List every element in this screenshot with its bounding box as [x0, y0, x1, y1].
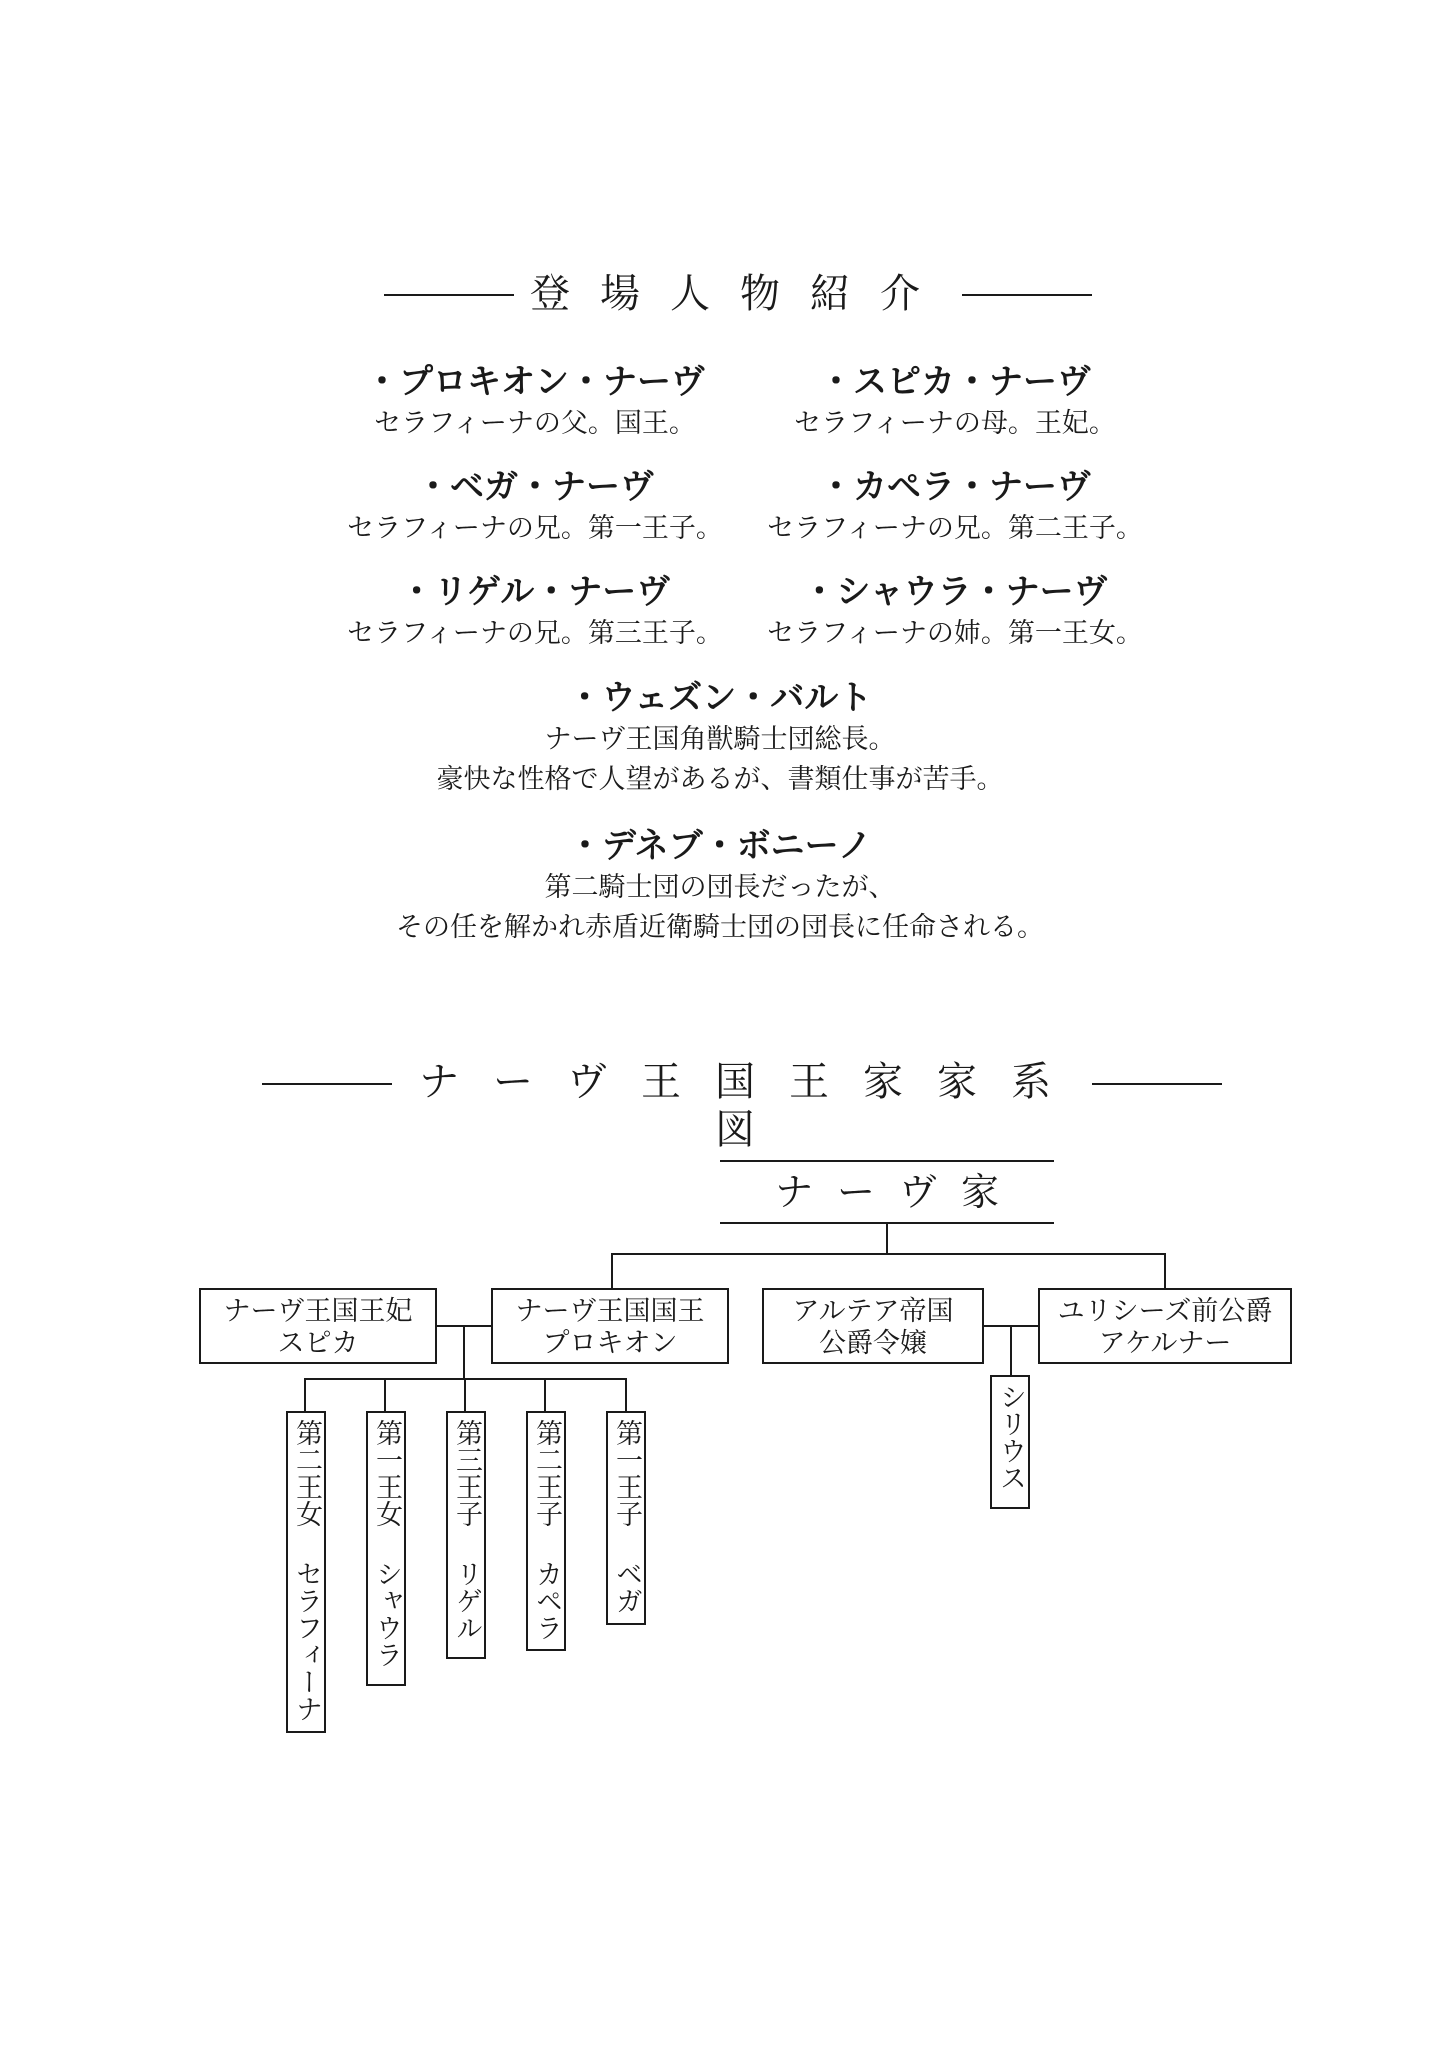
- connector: [384, 1378, 386, 1412]
- connector: [611, 1253, 613, 1289]
- character-vega: [335, 465, 735, 549]
- character-desc-line-2: その任を解かれ赤盾近衛騎士団の団長に任命される。: [396, 912, 1044, 943]
- child-name: カペラ: [531, 1560, 562, 1641]
- house-name: ナーヴ家: [774, 1170, 1023, 1214]
- child-box-sirius: [990, 1375, 1030, 1509]
- connector: [463, 1325, 465, 1379]
- character-shaula: [755, 570, 1155, 654]
- child-title: 第一王女: [371, 1419, 402, 1527]
- character-name: ・カペラ・ナーヴ: [819, 467, 1091, 507]
- title-rule-left: [384, 294, 514, 296]
- family-title-rule-right: [1092, 1083, 1222, 1085]
- former-duke-box: [1038, 1288, 1292, 1364]
- connector: [464, 1378, 466, 1412]
- child-name: セラフィーナ: [291, 1560, 322, 1722]
- sirius-name: シリウス: [995, 1383, 1026, 1491]
- connector: [1164, 1253, 1166, 1289]
- character-name: ・ベガ・ナーヴ: [416, 467, 654, 507]
- character-desc-line-1: 第二騎士団の団長だったが、: [544, 872, 896, 903]
- character-desc: セラフィーナの兄。第二王子。: [767, 513, 1143, 544]
- title-rule-right: [962, 294, 1092, 296]
- family-section-title: ナーヴ王国王家家系図: [419, 1059, 1085, 1153]
- character-procyon: [335, 360, 735, 444]
- characters-section-title: 登場人物紹介: [530, 271, 950, 317]
- connector: [544, 1378, 546, 1412]
- queen-name: スピカ: [277, 1328, 359, 1359]
- character-desc: セラフィーナの母。王妃。: [794, 408, 1116, 439]
- character-spica: [755, 360, 1155, 444]
- character-name: ・プロキオン・ナーヴ: [365, 362, 705, 402]
- character-name: ・スピカ・ナーヴ: [819, 362, 1091, 402]
- child-title: 第三王子: [451, 1419, 482, 1527]
- character-desc-line-1: ナーヴ王国角獣騎士団総長。: [544, 724, 896, 755]
- character-rigel: [335, 570, 735, 654]
- connector: [304, 1378, 306, 1412]
- character-desc: セラフィーナの姉。第一王女。: [767, 618, 1143, 649]
- connector: [1010, 1325, 1012, 1375]
- connector: [625, 1378, 627, 1412]
- king-name: プロキオン: [542, 1328, 678, 1359]
- character-desc: セラフィーナの兄。第一王子。: [347, 513, 723, 544]
- child-title: 第二王女: [291, 1419, 322, 1527]
- character-name: ・シャウラ・ナーヴ: [802, 572, 1108, 612]
- child-name: ベガ: [611, 1560, 642, 1614]
- character-capella: [755, 465, 1155, 549]
- queen-box: [199, 1288, 437, 1364]
- king-title: ナーヴ王国国王: [515, 1296, 705, 1327]
- family-title-rule-left: [262, 1083, 392, 1085]
- daughter-in-law-title: アルテア帝国: [792, 1296, 954, 1327]
- connector: [886, 1223, 888, 1254]
- former-duke-name: アケルナー: [1098, 1328, 1232, 1359]
- character-desc: セラフィーナの父。国王。: [374, 408, 696, 439]
- character-name: ・ウェズン・バルト: [567, 678, 873, 718]
- child-title: 第二王子: [531, 1419, 562, 1527]
- house-rule-top: [720, 1160, 1054, 1162]
- character-name: ・リゲル・ナーヴ: [399, 572, 671, 612]
- connector: [611, 1253, 1166, 1255]
- child-name: リゲル: [451, 1560, 482, 1641]
- character-wezen: [320, 676, 1120, 800]
- character-name: ・デネブ・ボニーノ: [568, 826, 872, 866]
- daughter-in-law-box: [762, 1288, 984, 1364]
- former-duke-title: ユリシーズ前公爵: [1057, 1296, 1273, 1327]
- child-title: 第一王子: [611, 1419, 642, 1527]
- character-deneb: [320, 824, 1120, 948]
- queen-title: ナーヴ王国王妃: [223, 1296, 413, 1327]
- child-name: シャウラ: [371, 1560, 402, 1668]
- character-desc: セラフィーナの兄。第三王子。: [347, 618, 723, 649]
- king-box: [491, 1288, 729, 1364]
- character-desc-line-2: 豪快な性格で人望があるが、書類仕事が苦手。: [436, 764, 1004, 795]
- daughter-in-law-name: 公爵令嬢: [819, 1328, 927, 1359]
